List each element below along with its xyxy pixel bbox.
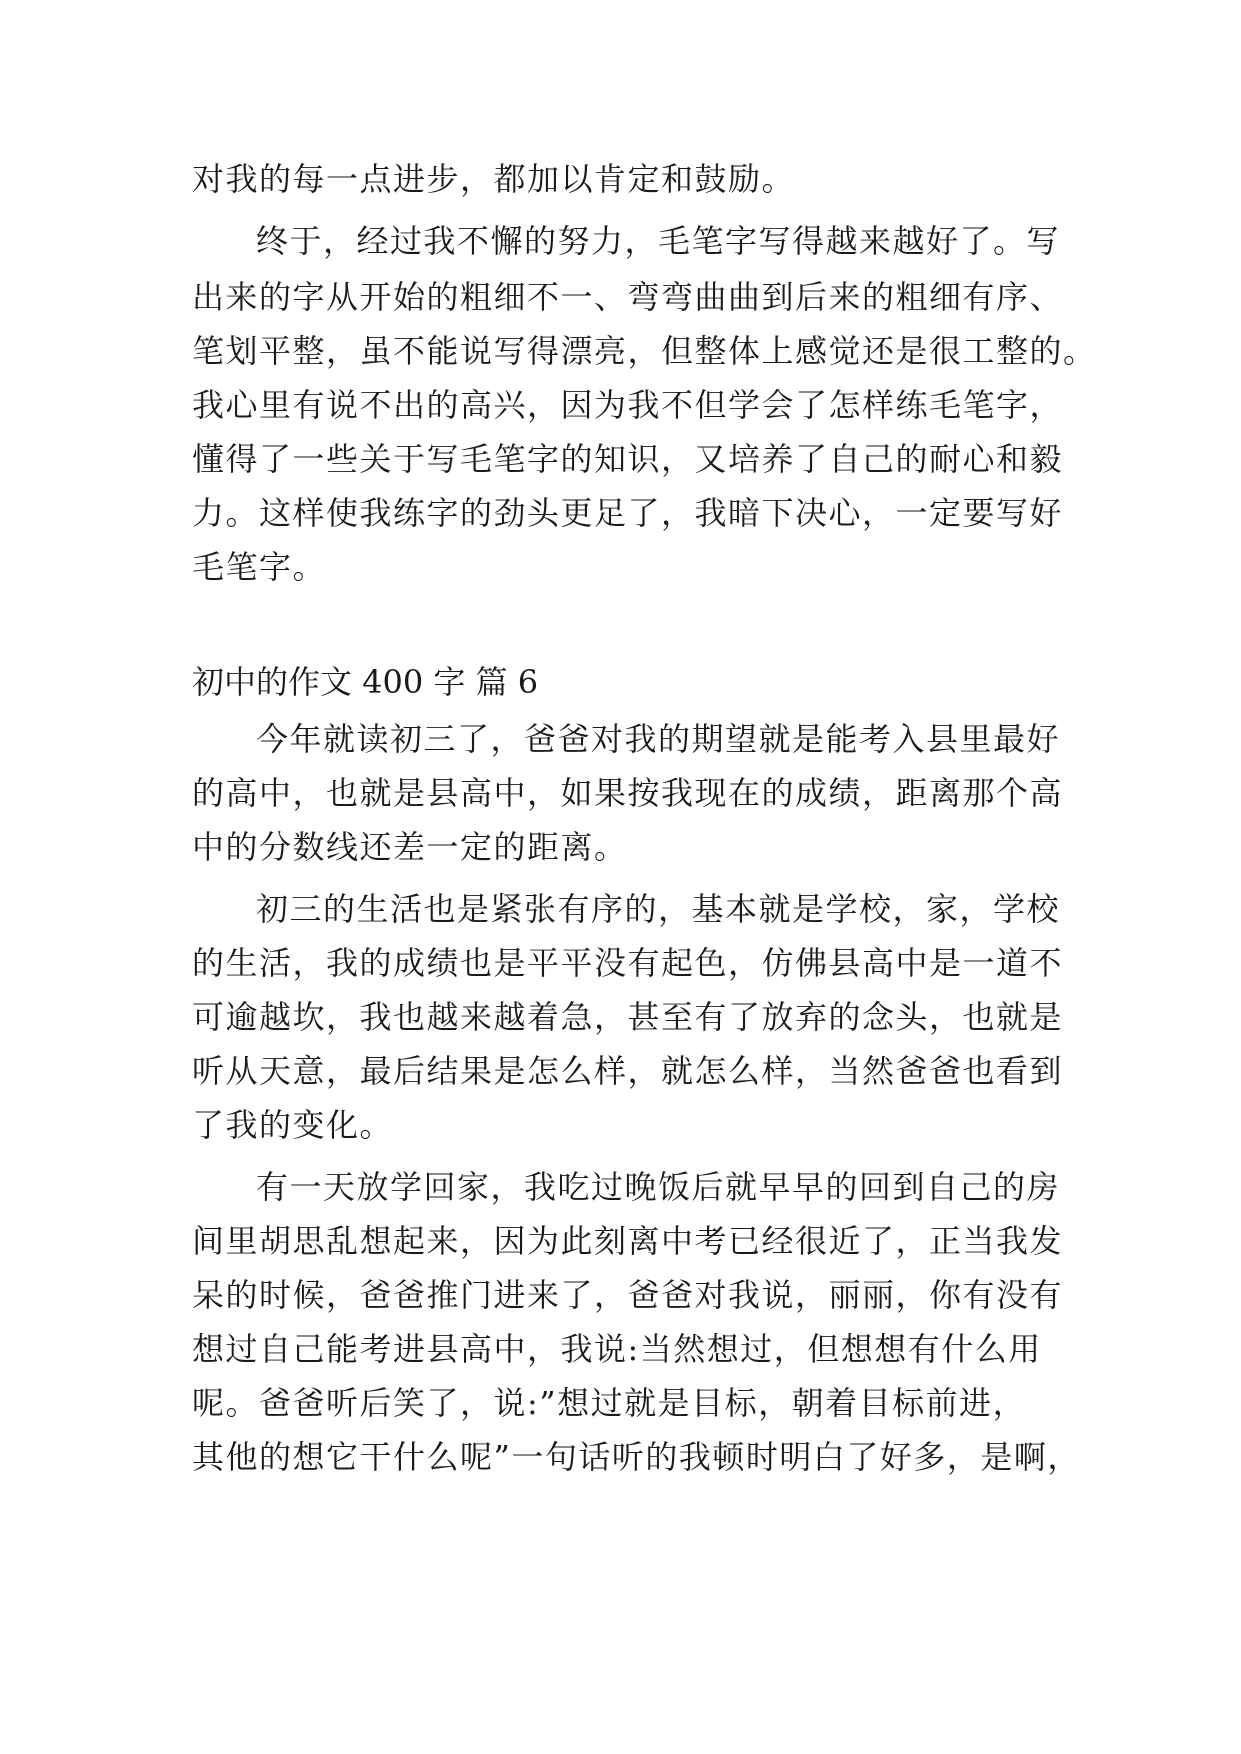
text-line: 其他的想它干什么呢”一句话听的我顿时明白了好多，是啊， [192,1438,1081,1476]
text-line: 了我的变化。 [192,1106,394,1144]
paragraph-start-line: 有一天放学回家，我吃过晚饭后就早早的回到自己的房 [256,1168,1061,1206]
text-line: 笔划平整，虽不能说写得漂亮，但整体上感觉还是很工整的。 [192,332,1097,370]
text-line: 的生活，我的成绩也是平平没有起色，仿佛县高中是一道不 [192,944,1064,982]
paragraph-start-line: 今年就读初三了，爸爸对我的期望就是能考入县里最好 [256,720,1061,758]
text-line: 呆的时候，爸爸推门进来了，爸爸对我说，丽丽，你有没有 [192,1276,1064,1314]
text-line: 毛笔字。 [192,548,327,586]
text-line: 想过自己能考进县高中，我说:当然想过，但想想有什么用 [192,1330,1042,1368]
section-heading: 初中的作文 400 字 篇 6 [192,663,539,701]
text-line: 我心里有说不出的高兴，因为我不但学会了怎样练毛笔字， [192,386,1064,424]
text-line: 听从天意，最后结果是怎么样，就怎么样，当然爸爸也看到 [192,1052,1064,1090]
text-line: 可逾越坎，我也越来越着急，甚至有了放弃的念头，也就是 [192,998,1064,1036]
text-line: 力。这样使我练字的劲头更足了，我暗下决心，一定要写好 [192,494,1064,532]
text-line: 懂得了一些关于写毛笔字的知识，又培养了自己的耐心和毅 [192,440,1064,478]
text-line: 出来的字从开始的粗细不一、弯弯曲曲到后来的粗细有序、 [192,278,1064,316]
text-line: 间里胡思乱想起来，因为此刻离中考已经很近了，正当我发 [192,1222,1064,1260]
text-line: 的高中，也就是县高中，如果按我现在的成绩，距离那个高 [192,774,1064,812]
text-line: 呢。爸爸听后笑了，说:”想过就是目标，朝着目标前进， [192,1384,1027,1422]
text-line: 中的分数线还差一定的距离。 [192,828,628,866]
paragraph-start-line: 终于，经过我不懈的努力，毛笔字写得越来越好了。写 [256,222,1061,260]
text-line: 对我的每一点进步，都加以肯定和鼓励。 [192,160,796,198]
paragraph-start-line: 初三的生活也是紧张有序的，基本就是学校，家，学校 [256,890,1061,928]
